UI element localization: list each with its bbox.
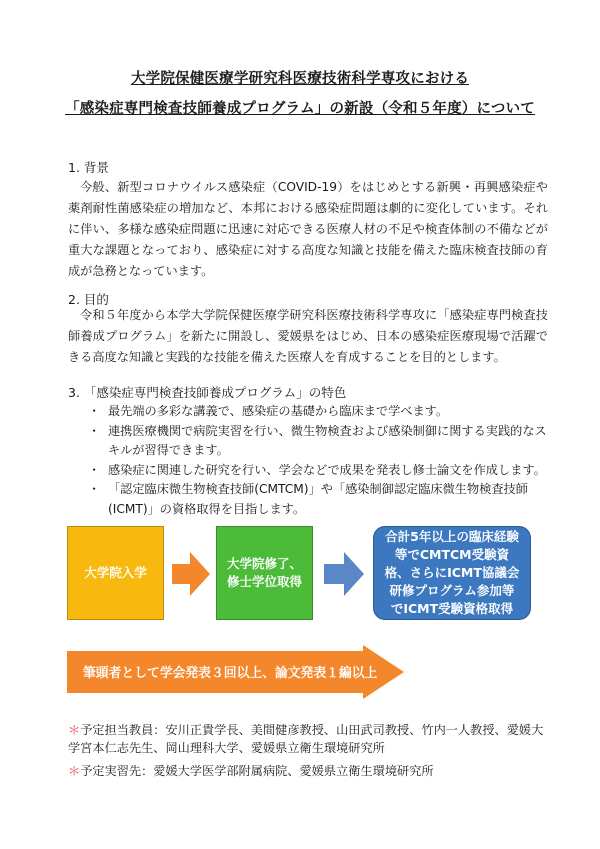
note-teachers-text: 予定担当教員：安川正貴学長、美間健彦教授、山田武司教授、竹内一人教授、愛媛大学宮本仁志先生、岡山理科大学、愛媛県立衛生環境研究所 — [68, 723, 544, 755]
arrow-shape — [324, 552, 364, 596]
section-body-background: 今般、新型コロナウイルス感染症（COVID-19）をはじめとする新興・再興感染症や薬剤耐性菌感染症の増加など、本邦における感染症問題は劇的に変化しています。それに伴い、多様な感染症問題に迅速に対応できる医療人材の不足や検査体制の不備などが重大な課題となっており、感染症に対する高度な知識と技能を備えた臨床検査技師の育成が急務となっています。 — [68, 180, 548, 278]
flow-arrow-right-2 — [324, 552, 364, 596]
document-title-line2: 「感染症専門検査技師養成プログラム」の新設（令和５年度）について — [65, 101, 535, 117]
section-heading-features: 3. 「感染症専門検査技師養成プログラム」の特色 — [68, 385, 347, 400]
list-item — [88, 480, 558, 519]
requirement-banner-arrow — [67, 645, 404, 699]
section-heading-purpose: 2. 目的 — [68, 292, 109, 307]
list-item — [88, 461, 558, 481]
list-item — [88, 422, 558, 461]
feature-text: 連携医療機関で病院実習を行い、微生物検査および感染制御に関する実践的なスキルが習得できます。 — [108, 423, 547, 457]
asterisk-mark: ＊ — [68, 723, 81, 737]
flow-arrow-right-1 — [172, 552, 210, 596]
bullet-mark: ・ — [88, 404, 101, 418]
requirement-banner-text: 筆頭者として学会発表３回以上、論文発表１編以上 — [83, 666, 378, 681]
document-title-line1: 大学院保健医療学研究科医療技術科学専攻における — [130, 71, 470, 87]
arrow-shape — [172, 552, 210, 596]
bullet-mark: ・ — [88, 482, 101, 496]
note-teachers — [68, 721, 548, 757]
flow-box-certification: 合計5年以上の臨床経験等でCMTCM受験資格、さらにICMT協議会研修プログラム参加等でICMT受験資格取得 — [373, 526, 531, 620]
asterisk-mark: ＊ — [68, 764, 81, 778]
flow-box-enrollment: 大学院入学 — [67, 526, 164, 620]
note-practice — [68, 762, 548, 780]
bullet-mark: ・ — [88, 423, 101, 438]
feature-text: 最先端の多彩な講義で、感染症の基礎から臨床まで学べます。 — [108, 404, 449, 418]
feature-text: 「認定臨床微生物検査技師(CMTCM)」や「感染制御認定臨床微生物検査技師(ICMT)」の資格取得を目指します。 — [108, 482, 528, 516]
section-heading-background: 1. 背景 — [68, 160, 109, 175]
bullet-mark: ・ — [88, 462, 101, 477]
note-practice-text: 予定実習先：愛媛大学医学部附属病院、愛媛県立衛生環境研究所 — [80, 764, 434, 778]
section-body-purpose: 令和５年度から本学大学院保健医療学研究科医療技術科学専攻に「感染症専門検査技師養成プログラム」を新たに開設し、愛媛県をはじめ、日本の感染症医療現場で活躍できる高度な知識と実践的な技能を備えた医療人を育成することを目的とします。 — [68, 308, 548, 364]
features-list — [88, 402, 558, 519]
feature-text: 感染症に関連した研究を行い、学会などで成果を発表し修士論文を作成します。 — [108, 462, 546, 477]
flow-box-graduation: 大学院修了、修士学位取得 — [216, 526, 313, 620]
list-item — [88, 402, 558, 422]
